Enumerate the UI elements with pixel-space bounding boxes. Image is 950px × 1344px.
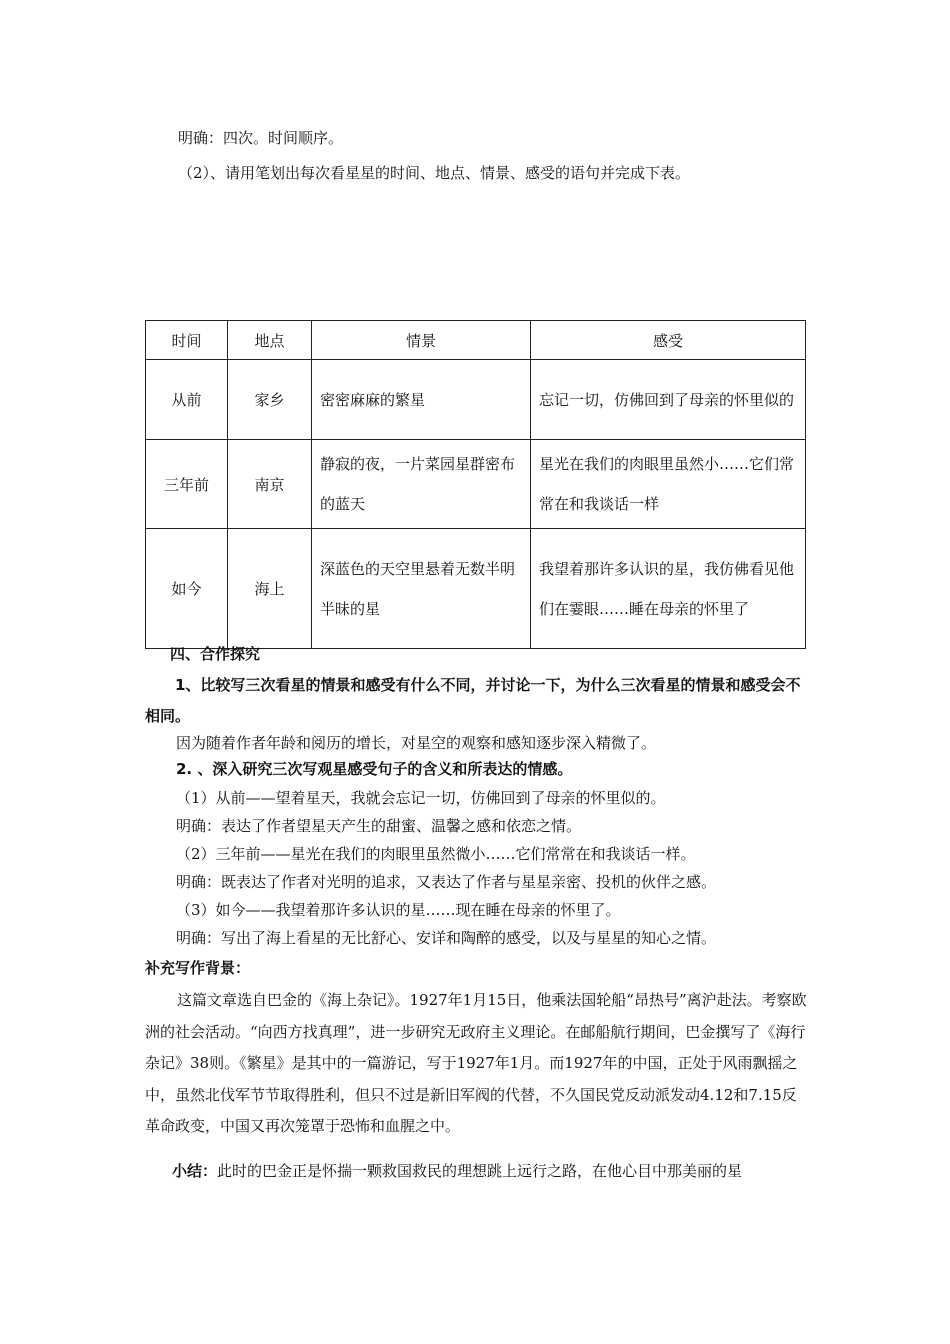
table-row xyxy=(146,360,806,440)
question-1: 1、比较写三次看星的情景和感受有什么不同，并讨论一下，为什么三次看星的情景和感受会不相同。 xyxy=(145,676,801,725)
cell-feeling: 我望着那许多认识的星，我仿佛看见他们在霎眼……睡在母亲的怀里了 xyxy=(531,529,806,649)
item-2: （2）三年前——星光在我们的肉眼里虽然微小……它们常常在和我谈话一样。 xyxy=(176,845,696,863)
section4-heading: 四、合作探究 xyxy=(170,645,261,663)
table-header-row xyxy=(146,321,806,360)
header-feeling: 感受 xyxy=(531,321,806,360)
cell-scene: 静寂的夜，一片菜园星群密布的蓝天 xyxy=(312,440,531,529)
background-heading: 补充写作背景： xyxy=(145,959,251,977)
question-2: 2. 、深入研究三次写观星感受句子的含义和所表达的情感。 xyxy=(176,760,573,778)
summary xyxy=(172,1160,742,1181)
header-time: 时间 xyxy=(146,321,228,360)
item-2-answer: 明确：既表达了作者对光明的追求，又表达了作者与星星亲密、投机的伙伴之感。 xyxy=(176,873,717,891)
item-3: （3）如今——我望着那许多认识的星……现在睡在母亲的怀里了。 xyxy=(176,901,621,919)
cell-scene: 密密麻麻的繁星 xyxy=(312,360,531,440)
item-1: （1）从前——望着星天，我就会忘记一切，仿佛回到了母亲的怀里似的。 xyxy=(176,789,666,807)
header-scene: 情景 xyxy=(312,321,531,360)
background-text: 这篇文章选自巴金的《海上杂记》。1927年1月15日，他乘法国轮船“昂热号”离沪赴法。考察欧洲的社会活动。“向西方找真理”，进一步研究无政府主义理论。在邮船航行期间，巴金撰写了《海行杂记》38则。《繁星》是其中的一篇游记，写于1927年1月。而1927年的中国，正处于风雨飘摇之中，虽然北伐军节节取得胜利，但只不过是新旧军阀的代替，不久国民党反动派发动4.12和7.15反革命政变，中国又再次笼罩于恐怖和血腥之中。 xyxy=(145,991,807,1135)
cell-feeling: 星光在我们的肉眼里虽然小……它们常常在和我谈话一样 xyxy=(531,440,806,529)
cell-time: 从前 xyxy=(146,360,228,440)
answer-1: 因为随着作者年龄和阅历的增长，对星空的观察和感知逐步深入精微了。 xyxy=(176,734,657,752)
item-3-answer: 明确：写出了海上看星的无比舒心、安详和陶醉的感受，以及与星星的知心之情。 xyxy=(176,929,717,947)
cell-time: 三年前 xyxy=(146,440,228,529)
table-task-instruction: （2）、请用笔划出每次看星星的时间、地点、情景、感受的语句并完成下表。 xyxy=(178,164,691,182)
header-place: 地点 xyxy=(228,321,312,360)
item-1-answer: 明确：表达了作者望星天产生的甜蜜、温馨之感和依恋之情。 xyxy=(176,817,582,835)
cell-place: 海上 xyxy=(228,529,312,649)
summary-text: 此时的巴金正是怀揣一颗救国救民的理想跳上远行之路，在他心目中那美丽的星 xyxy=(217,1162,743,1180)
table-row xyxy=(146,529,806,649)
cell-scene: 深蓝色的天空里悬着无数半明半昧的星 xyxy=(312,529,531,649)
cell-place: 南京 xyxy=(228,440,312,529)
cell-time: 如今 xyxy=(146,529,228,649)
cell-feeling: 忘记一切，仿佛回到了母亲的怀里似的 xyxy=(531,360,806,440)
summary-label: 小结： xyxy=(172,1162,218,1180)
star-watching-table xyxy=(145,320,806,649)
table-row xyxy=(146,440,806,529)
answer-four-times: 明确：四次。时间顺序。 xyxy=(178,129,344,147)
cell-place: 家乡 xyxy=(228,360,312,440)
